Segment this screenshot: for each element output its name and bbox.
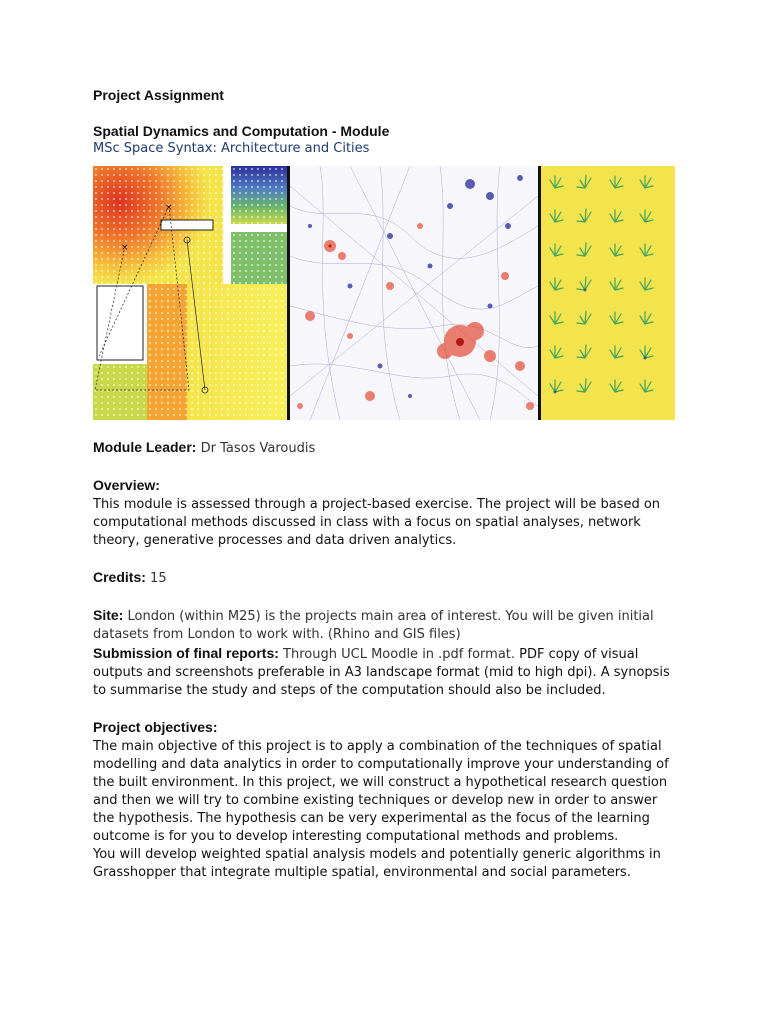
module-title: Spatial Dynamics and Computation - Module (93, 123, 390, 139)
heatmap-image (93, 166, 287, 420)
overview-heading-line (93, 476, 678, 496)
svg-text:×: × (165, 203, 173, 213)
submission-label: Submission of final reports: (93, 645, 279, 661)
heatmap-visibility-panel (93, 166, 287, 420)
site-label: Site: (93, 607, 124, 623)
submission-value-rest: PDF copy of visual outputs and screenshots preferable in A3 landscape format (mid to high dpi). A synopsis to summarise the study and steps of the computation should also be included. (93, 647, 670, 698)
credits-line (93, 568, 678, 588)
objectives-heading-line (93, 718, 678, 738)
objectives-paragraph-1: The main objective of this project is to apply a combination of the techniques of spatial modelling and data analytics in order to computationally improve your understanding of the built environment. In this project, we will construct a hypothetical research question and then we will try to combine existing techniques or develop new in order to answer the hypothesis. The hypothesis can be very experimental as the focus of the learning outcome is for you to develop interesting computational methods and problems. (93, 739, 669, 844)
generative-trees-panel (541, 166, 675, 420)
london-map-panel (290, 166, 538, 420)
overview-text: This module is assessed through a project-based exercise. The project will be based on computational methods discussed in class with a focus on spatial analyses, network theory, generative processes and data driven analytics. (93, 497, 661, 548)
overview-heading: Overview: (93, 477, 160, 493)
credits-value: 15 (150, 571, 167, 586)
objectives-heading: Project objectives: (93, 719, 218, 735)
submission-paragraph (93, 644, 678, 700)
module-leader-value: Dr Tasos Varoudis (200, 441, 316, 456)
credits-label: Credits: (93, 569, 146, 585)
london-network-map-image (290, 166, 538, 420)
generative-growth-image (541, 166, 675, 420)
objectives-paragraph-2: You will develop weighted spatial analysis models and potentially generic algorithms in Grasshopper that integrate multiple spatial, environmental and social parameters. (93, 847, 661, 880)
header-figure (93, 166, 675, 420)
document-page (93, 86, 678, 882)
site-paragraph (93, 606, 678, 644)
submission-value-colored: Through UCL Moodle in .pdf format. (283, 647, 516, 662)
module-leader-line (93, 438, 678, 458)
module-leader-label: Module Leader: (93, 439, 197, 455)
site-value: London (within M25) is the projects main area of interest. You will be given initial datasets from London to work with. (Rhino and GIS files) (93, 609, 654, 642)
programme-title: MSc Space Syntax: Architecture and Cities (93, 141, 370, 156)
svg-text:×: × (121, 243, 129, 253)
document-title: Project Assignment (93, 87, 224, 103)
